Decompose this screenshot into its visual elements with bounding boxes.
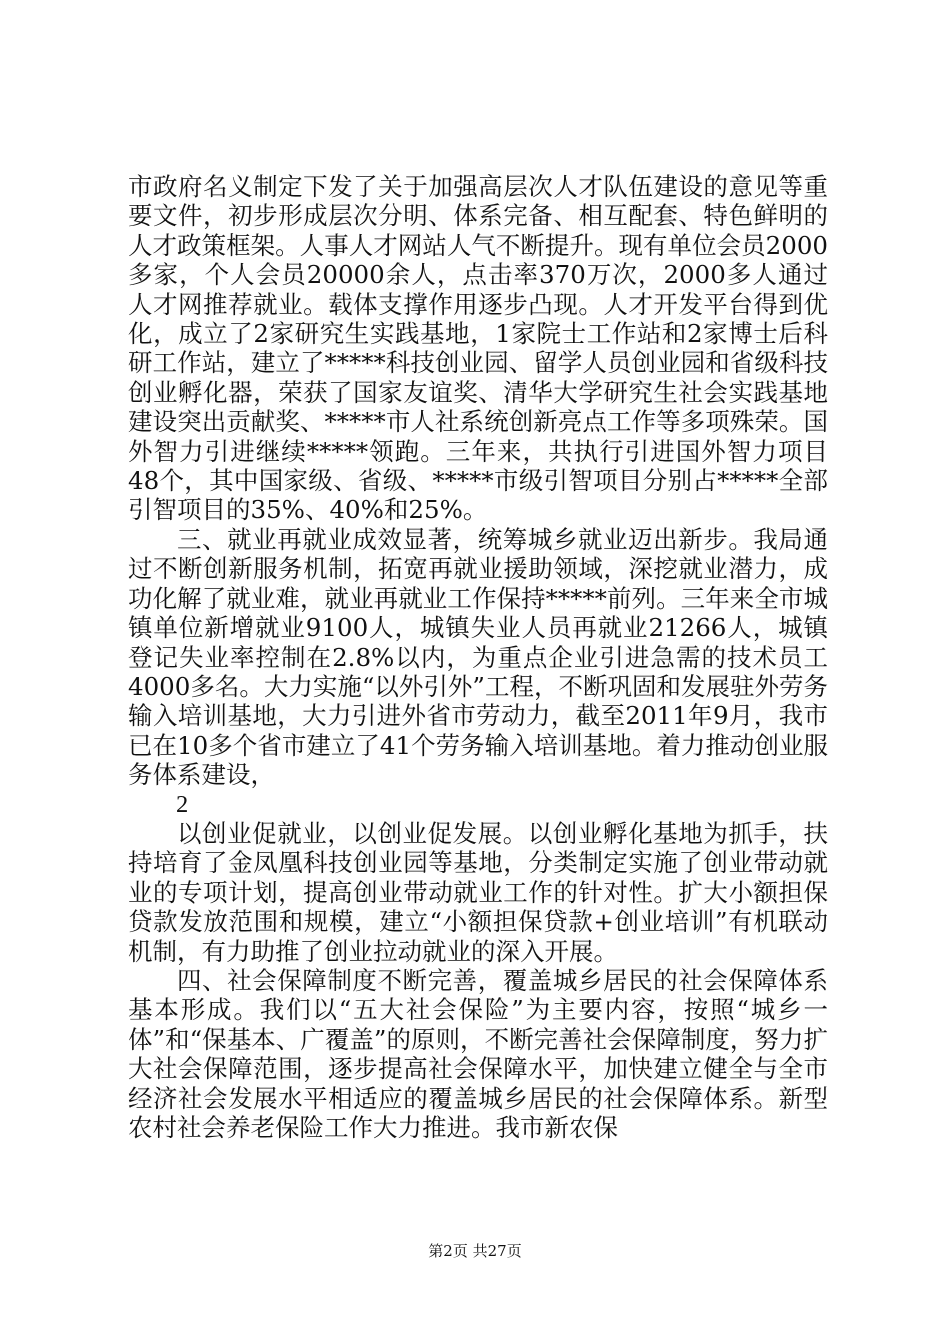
document-body (128, 172, 828, 1142)
inline-page-number: 2 (176, 790, 189, 818)
paragraph-employment: 三、就业再就业成效显著，统筹城乡就业迈出新步。我局通过不断创新服务机制，拓宽再就业援助领域，深挖就业潜力，成功化解了就业难，就业再就业工作保持*****前列。三年来全市城镇单位新增就业9100人，城镇失业人员再就业21266人，城镇登记失业率控制在2.8%以内，为重点企业引进急需的技术员工4000多名。大力实施“以外引外”工程，不断巩固和发展驻外劳务输入培训基地，大力引进外省市劳动力，截至2011年9月，我市已在10多个省市建立了41个劳务输入培训基地。着力推动创业服务体系建设， (128, 524, 828, 790)
page-footer: 第2页 共27页 (428, 1242, 522, 1260)
paragraph-entrepreneurship: 以创业促就业，以创业促发展。以创业孵化基地为抓手，扶持培育了金凤凰科技创业园等基地，分类制定实施了创业带动就业的专项计划，提高创业带动就业工作的针对性。扩大小额担保贷款发放范围和规模，建立“小额担保贷款+创业培训”有机联动机制，有力助推了创业拉动就业的深入开展。 (128, 818, 828, 966)
paragraph-talent-policy: 市政府名义制定下发了关于加强高层次人才队伍建设的意见等重要文件，初步形成层次分明、体系完备、相互配套、特色鲜明的人才政策框架。人事人才网站人气不断提升。现有单位会员2000多家，个人会员20000余人，点击率370万次，2000多人通过人才网推荐就业。载体支撑作用逐步凸现。人才开发平台得到优化，成立了2家研究生实践基地，1家院士工作站和2家博士后科研工作站，建立了*****科技创业园、留学人员创业园和省级科技创业孵化器，荣获了国家友谊奖、清华大学研究生社会实践基地建设突出贡献奖、*****市人社系统创新亮点工作等多项殊荣。国外智力引进继续*****领跑。三年来，共执行引进国外智力项目48个，其中国家级、省级、*****市级引智项目分别占*****全部引智项目的35%、40%和25%。 (128, 172, 828, 525)
paragraph-social-security: 四、社会保障制度不断完善，覆盖城乡居民的社会保障体系基本形成。我们以“五大社会保险”为主要内容，按照“城乡一体”和“保基本、广覆盖”的原则，不断完善社会保障制度，努力扩大社会保障范围，逐步提高社会保障水平，加快建立健全与全市经济社会发展水平相适应的覆盖城乡居民的社会保障体系。新型农村社会养老保险工作大力推进。我市新农保 (128, 965, 828, 1142)
